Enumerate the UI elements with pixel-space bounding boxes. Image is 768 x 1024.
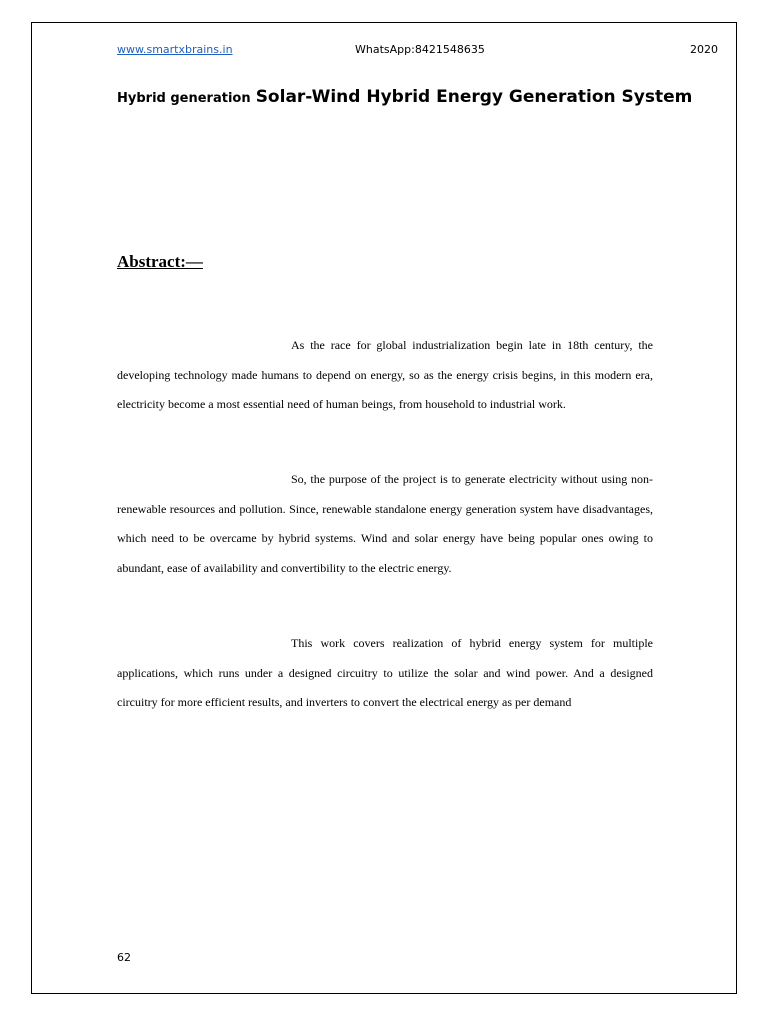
page-number: 62	[117, 951, 131, 964]
title-prefix: Hybrid generation	[117, 91, 251, 106]
abstract-paragraph-1: As the race for global industrialization begin late in 18th century, the developing technology made humans to depend on energy, so as the energy crisis begins, in this modern era, electricity become a most essential need of human beings, from household to industrial work.	[117, 338, 653, 411]
abstract-heading: Abstract:—	[117, 252, 203, 271]
abstract-paragraph-2: So, the purpose of the project is to generate electricity without using non-renewable resources and pollution. Since, renewable standalone energy generation system have disadvantages, which need to be overcame by hybrid systems. Wind and solar energy have being popular ones owing to abundant, ease of availability and convertibility to the electric energy.	[117, 472, 653, 575]
abstract-paragraph-3: This work covers realization of hybrid energy system for multiple applications, which runs under a designed circuitry to utilize the solar and wind power. And a designed circuitry for more efficient results, and inverters to convert the electrical energy as per demand	[117, 636, 653, 709]
header-year: 2020	[690, 43, 718, 56]
page-title	[117, 87, 692, 107]
whatsapp-contact: WhatsApp:8421548635	[355, 43, 485, 56]
title-main: Solar-Wind Hybrid Energy Generation System	[255, 87, 693, 107]
website-link[interactable]: www.smartxbrains.in	[117, 43, 233, 56]
